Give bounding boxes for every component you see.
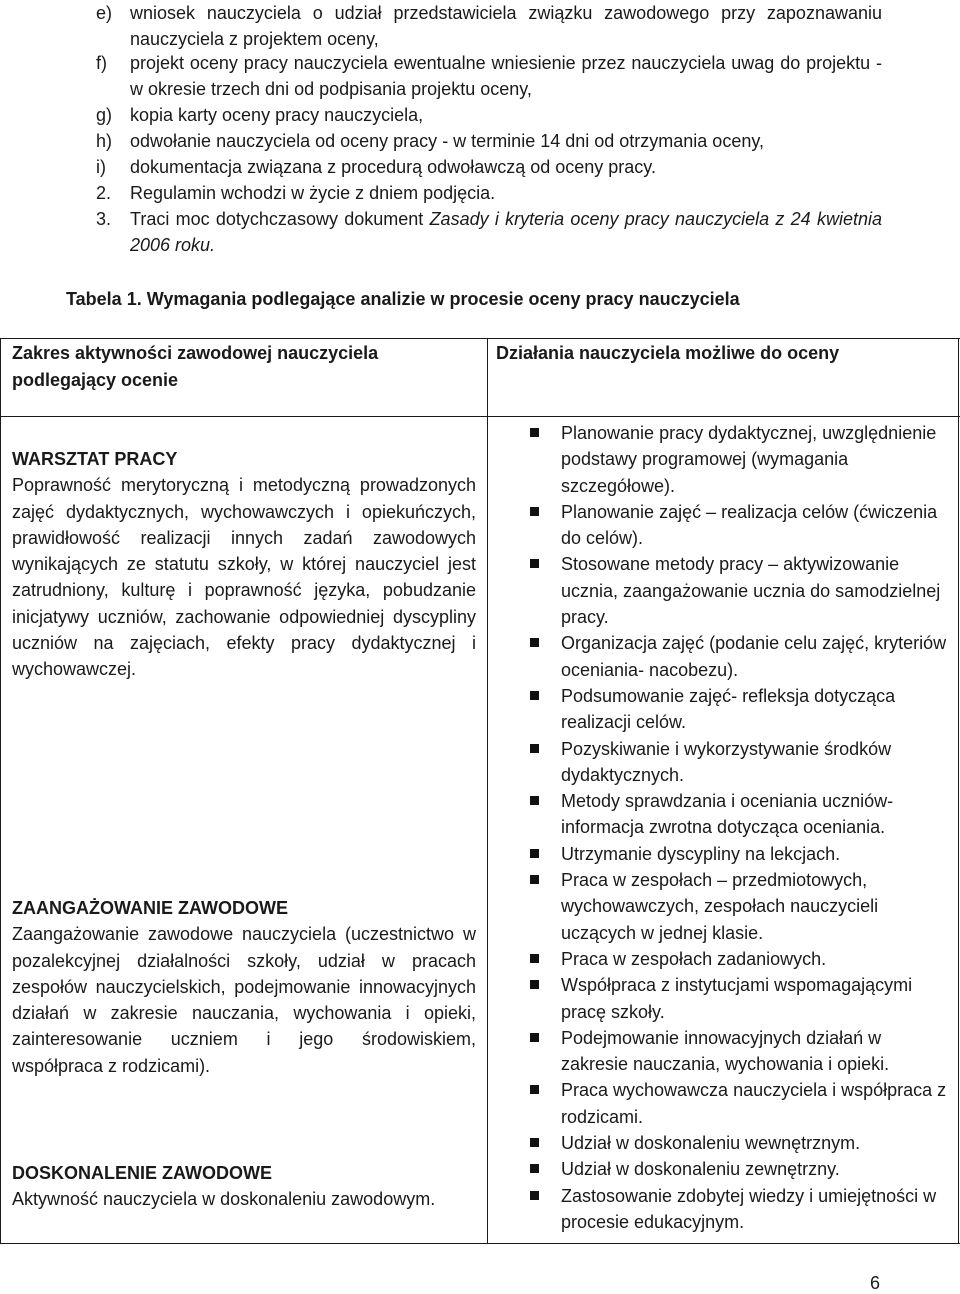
table-border-bottom <box>0 1243 960 1244</box>
action-item: Planowanie zajęć – realizacja celów (ćwiczenia do celów). <box>520 499 950 552</box>
square-bullet-icon <box>530 638 539 647</box>
list-text: odwołanie nauczyciela od oceny pracy - w terminie 14 dni od otrzymania oceny, <box>130 131 764 151</box>
square-bullet-icon <box>530 954 539 963</box>
action-item: Praca w zespołach – przedmiotowych, wychowawczych, zespołach nauczycieli uczących w jednej klasie. <box>520 867 950 946</box>
square-bullet-icon <box>530 428 539 437</box>
section-zaangazowanie-zawodowe <box>12 895 476 1079</box>
list-marker: g) <box>96 105 113 125</box>
square-bullet-icon <box>530 849 539 858</box>
action-item: Współpraca z instytucjami wspomagającymi pracę szkoły. <box>520 972 950 1025</box>
list-marker: i) <box>96 157 106 177</box>
square-bullet-icon <box>530 980 539 989</box>
square-bullet-icon <box>530 1164 539 1173</box>
table-column-divider <box>487 338 488 1244</box>
square-bullet-icon <box>530 1085 539 1094</box>
square-bullet-icon <box>530 796 539 805</box>
page-number: 6 <box>870 1273 881 1293</box>
square-bullet-icon <box>530 691 539 700</box>
square-bullet-icon <box>530 1138 539 1147</box>
list-marker: 3. <box>96 209 112 229</box>
action-item: Organizacja zajęć (podanie celu zajęć, kryteriów oceniania- nacobezu). <box>520 630 950 683</box>
action-item: Praca wychowawcza nauczyciela i współpraca z rodzicami. <box>520 1077 950 1130</box>
table-border-right <box>958 338 959 1244</box>
list-marker: f) <box>96 53 107 73</box>
section-title: WARSZTAT PRACY <box>12 449 178 469</box>
action-item: Praca w zespołach zadaniowych. <box>520 946 950 972</box>
action-item: Pozyskiwanie i wykorzystywanie środków dydaktycznych. <box>520 736 950 789</box>
action-item: Stosowane metody pracy – aktywizowanie ucznia, zaangażowanie ucznia do samodzielnej pracy. <box>520 551 950 630</box>
list-text <box>130 206 882 258</box>
section-title: DOSKONALENIE ZAWODOWE <box>12 1163 272 1183</box>
section-warsztat-pracy <box>12 446 476 683</box>
square-bullet-icon <box>530 1191 539 1200</box>
table-header-divider <box>0 416 960 417</box>
square-bullet-icon <box>530 744 539 753</box>
square-bullet-icon <box>530 507 539 516</box>
action-item: Metody sprawdzania i oceniania uczniów- informacja zwrotna dotycząca oceniania. <box>520 788 950 841</box>
table-border-left <box>0 338 1 1244</box>
action-item: Udział w doskonaleniu wewnętrznym. <box>520 1130 950 1156</box>
section-body: Zaangażowanie zawodowe nauczyciela (uczestnictwo w pozalekcyjnej działalności szkoły, udział w pracach zespołów nauczycielskich, podejmowanie innowacyjnych działań w zakresie nauczania, wychowania i opieki, zainteresowanie uczniem i jego środowiskiem, współpraca z rodzicami). <box>12 924 476 1076</box>
action-item: Zastosowanie zdobytej wiedzy i umiejętności w procesie edukacyjnym. <box>520 1183 950 1236</box>
list-marker: 2. <box>96 183 112 203</box>
list-text: dokumentacja związana z procedurą odwoławczą od oceny pracy. <box>130 157 656 177</box>
list-text: projekt oceny pracy nauczyciela ewentualne wniesienie przez nauczyciela uwag do projektu -w okresie trzech dni od podpisania projektu oceny, <box>130 53 882 99</box>
section-body: Poprawność merytoryczną i metodyczną prowadzonych zajęć dydaktycznych, wychowawczych i opiekuńczych, prawidłowość realizacji innych zadań zawodowych wynikających ze statutu szkoły, w której nauczyciel jest zatrudniony, kulturę i poprawność języka, pobudzanie inicjatywy uczniów, zachowanie odpowiedniej dyscypliny uczniów na zajęciach, efekty pracy dydaktycznej i wychowawczej. <box>12 475 476 680</box>
list-text: wniosek nauczyciela o udział przedstawiciela związku zawodowego przy zapoznawaniu nauczyciela z projektem oceny, <box>130 3 882 49</box>
requirements-table <box>0 338 960 1244</box>
square-bullet-icon <box>530 559 539 568</box>
list-text-plain: Traci moc dotychczasowy dokument <box>130 209 430 229</box>
list-text: Regulamin wchodzi w życie z dniem podjęcia. <box>130 183 496 203</box>
column-header-actions: Działania nauczyciela możliwe do oceny <box>496 343 840 363</box>
list-marker: h) <box>96 131 113 151</box>
section-title: ZAANGAŻOWANIE ZAWODOWE <box>12 898 288 918</box>
column-header-scope: Zakres aktywności zawodowej nauczyciela podlegający ocenie <box>12 343 379 390</box>
document-title-italic: Zasady i kryteria oceny pracy nauczyciela z 24 kwietnia 2006 roku. <box>130 209 882 255</box>
action-item: Podejmowanie innowacyjnych działań w zakresie nauczania, wychowania i opieki. <box>520 1025 950 1078</box>
actions-list <box>520 420 950 1235</box>
action-item: Utrzymanie dyscypliny na lekcjach. <box>520 841 950 867</box>
action-item: Udział w doskonaleniu zewnętrzny. <box>520 1156 950 1182</box>
list-text: kopia karty oceny pracy nauczyciela, <box>130 105 424 125</box>
table-border-top <box>0 338 960 339</box>
action-item: Planowanie pracy dydaktycznej, uwzględnienie podstawy programowej (wymagania szczegółowe). <box>520 420 950 499</box>
section-doskonalenie-zawodowe <box>12 1160 476 1213</box>
list-marker: e) <box>96 3 113 23</box>
square-bullet-icon <box>530 875 539 884</box>
table-caption: Tabela 1. Wymagania podlegające analizie w procesie oceny pracy nauczyciela <box>66 289 740 309</box>
square-bullet-icon <box>530 1033 539 1042</box>
action-item: Podsumowanie zajęć- refleksja dotycząca realizacji celów. <box>520 683 950 736</box>
section-body: Aktywność nauczyciela w doskonaleniu zawodowym. <box>12 1189 436 1210</box>
